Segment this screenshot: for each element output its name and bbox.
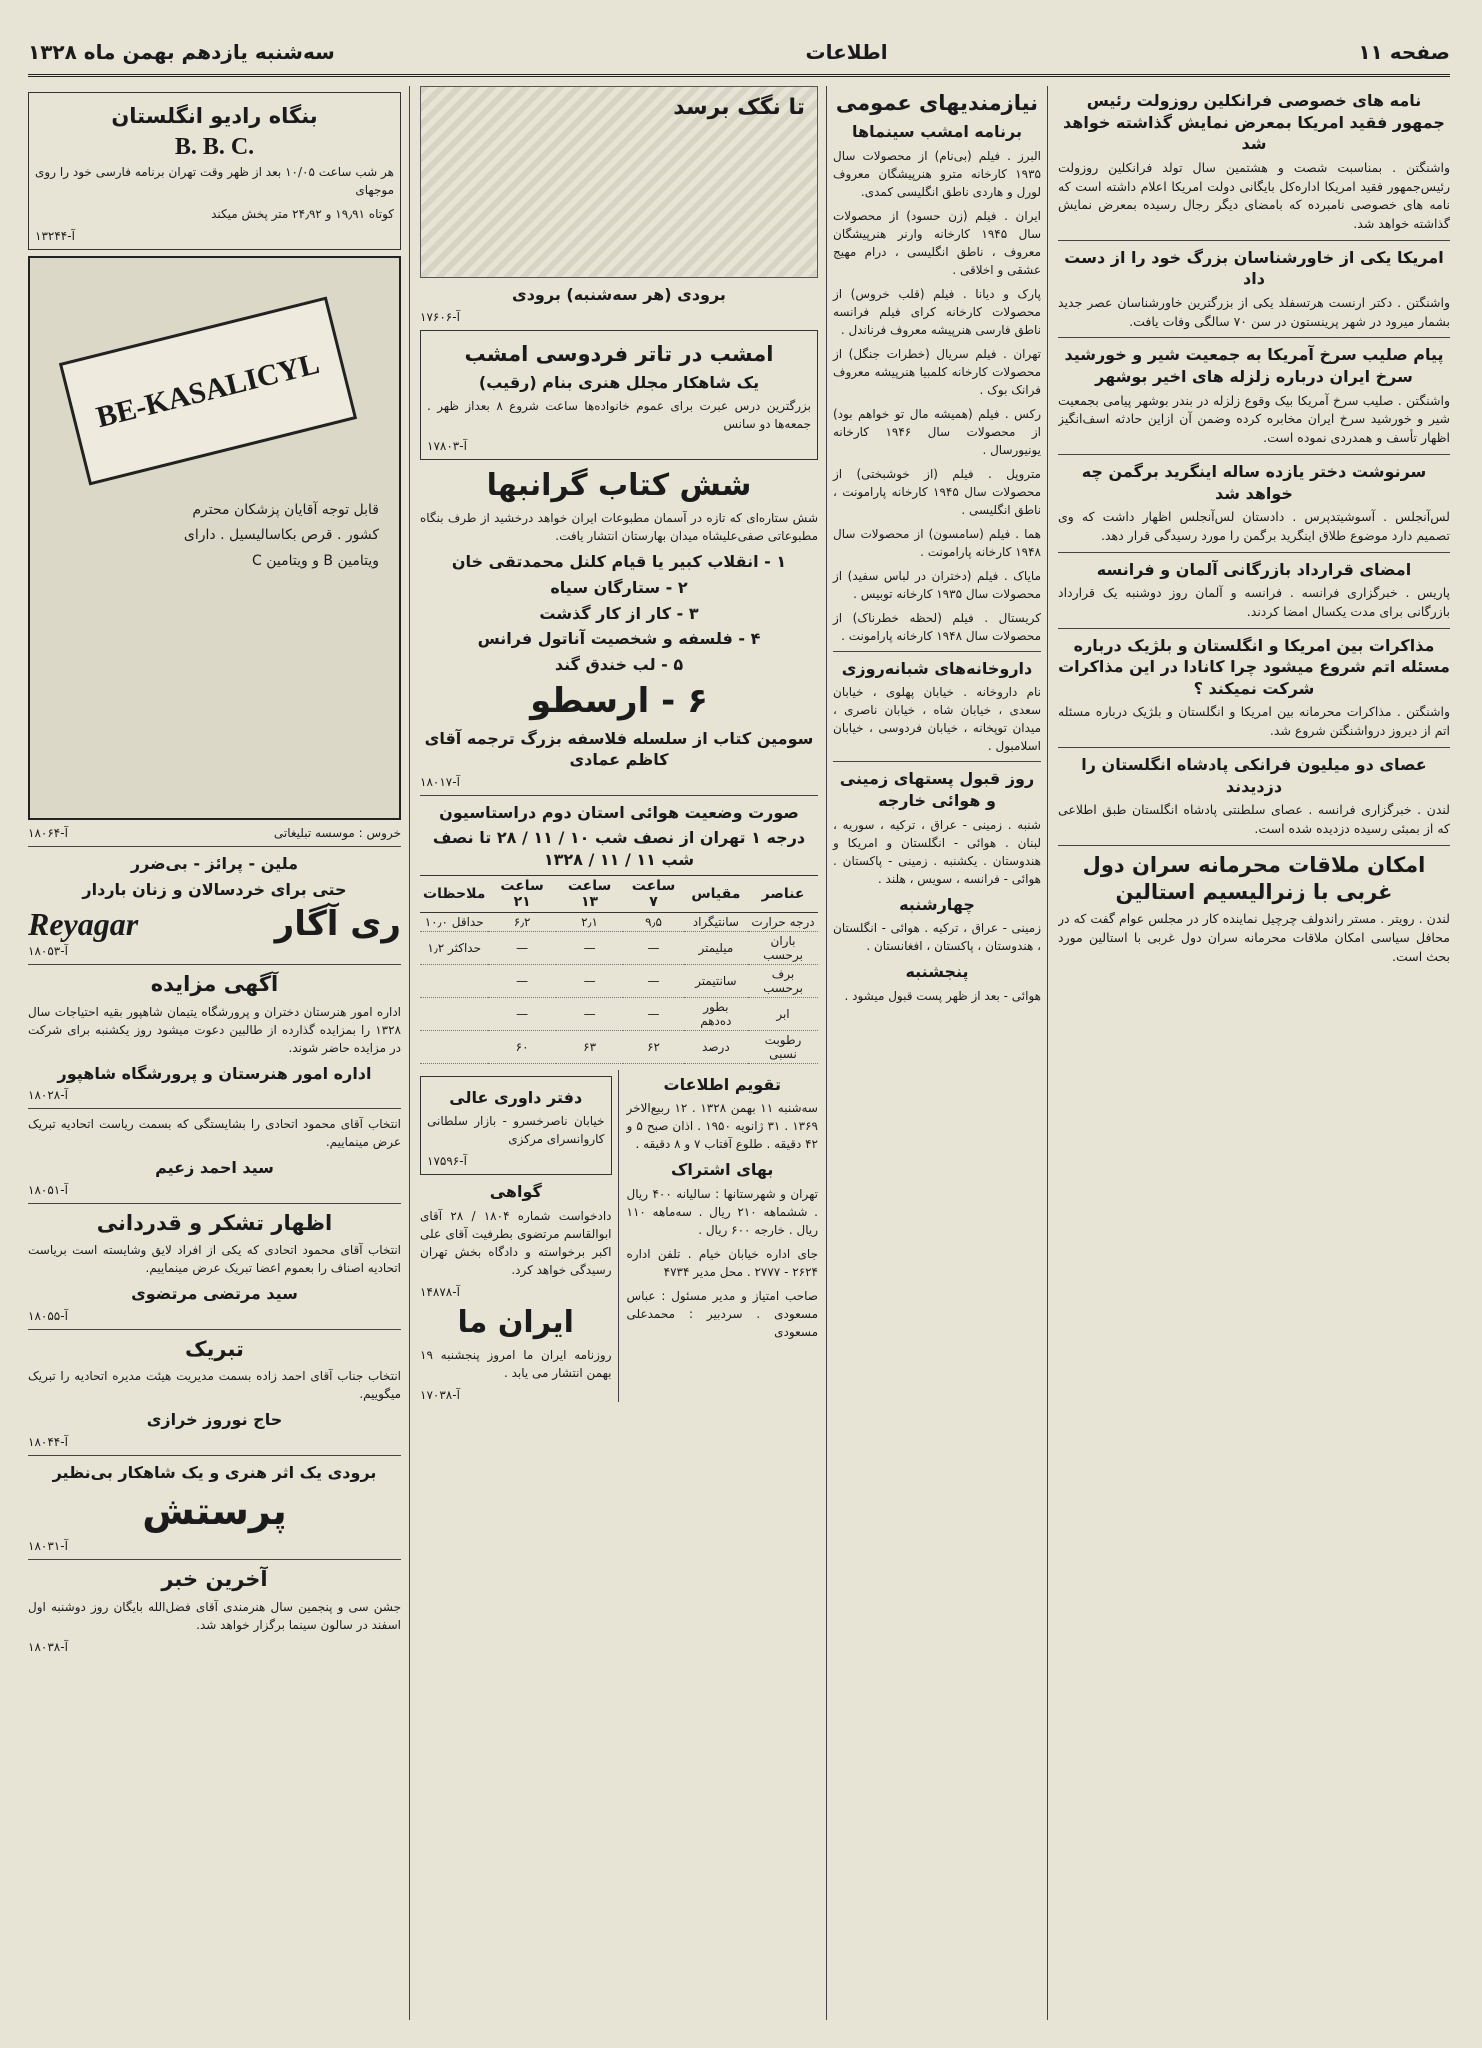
ad-code: آ-۱۴۸۷۸ bbox=[420, 1284, 460, 1299]
stalin-text: لندن . رویتر . مستر راندولف چرچیل نماینده کار در مجلس عوام گفت که در محافل سیاسی امکان ملاقات محرمانه سران دول غربی با استالین مورد بحث است. bbox=[1058, 911, 1450, 964]
table-row: باران برحسب میلیمتر — — — حداکثر ۱٫۲ bbox=[420, 931, 818, 964]
cinema-item: هما . فیلم (سامسون) از محصولات سال ۱۹۴۸ کارخانه پارامونت . bbox=[833, 526, 1041, 559]
table-header: ملاحظات bbox=[420, 875, 488, 912]
congrats-heading: تبریک bbox=[185, 1336, 244, 1361]
ferdowsi-theater-ad bbox=[420, 330, 818, 461]
cinema-item: تهران . فیلم سریال (خطرات جنگل) از محصولات کارخانه کلمبیا هنرپیشه معروف فرانک بوک . bbox=[833, 346, 1041, 397]
congrats-text: انتخاب جناب آقای احمد زاده بسمت مدیریت هیئت مدیره اتحادیه را تبریک میگوییم. bbox=[28, 1369, 401, 1402]
small-ads bbox=[420, 1070, 619, 1402]
roosevelt-text: واشنگتن . بمناسبت شصت و هشتمین سال تولد فرانکلین روزولت رئیس‌جمهور فقید امریکا اداره‌کل بایگانی دولت امریکا اعلام داشته است که نامه های خصوصی نامبرده که بامضای دیگر رجال رسیده بمعرض نمایش گذاشته خواهد شد. bbox=[1058, 159, 1450, 232]
congrats-signature: حاج نوروز خرازی bbox=[146, 1410, 283, 1430]
ad-code: آ-۱۸۰۲۸ bbox=[28, 1088, 68, 1103]
agency-credit: خروس : موسسه تبلیغاتی bbox=[273, 826, 401, 841]
herzfeld-text: واشنگتن . دکتر ارنست هرتسفلد یکی از بزرگترین خاورشناسان عصر جدید بشمار میرود در شهر پرینستون در سن ۷۰ سالگی وفات یافت. bbox=[1058, 294, 1450, 329]
calendar-heading: تقویم اطلاعات bbox=[663, 1074, 781, 1094]
herzfeld-headline: امریکا یکی از خاورشناسان بزرگ خود را از دست داد bbox=[1064, 247, 1444, 289]
ad-code: آ-۱۸۰۵۳ bbox=[28, 944, 68, 959]
auction-text: اداره امور هنرستان دختران و پرورشگاه یتیمان شاهپور بقیه احتیاجات سال ۱۳۲۸ را بمزایده گذارده از طالبین دعوت میشود روز یکشنبه برای شرکت در مزایده حاضر شوند. bbox=[28, 1004, 401, 1055]
table-header: ساعت ۷ bbox=[623, 875, 683, 912]
page-number: صفحه ۱۱ bbox=[1358, 40, 1450, 64]
ad-code: آ-۱۸۰۵۵ bbox=[28, 1308, 68, 1323]
wednesday-heading: چهارشنبه bbox=[899, 894, 975, 914]
book-item: ۵ - لب خندق گند bbox=[554, 654, 684, 674]
book-item: ۳ - کار از کار گذشت bbox=[539, 603, 699, 623]
books-intro: شش ستاره‌ای که تازه در آسمان مطبوعات ایران خواهد درخشید از طرف بنگاه مطبوعاتی صفی‌علیشاه میدان بهارستان انتشار یافت. bbox=[420, 511, 818, 544]
table-row: رطوبت نسبی درصد ۶۲ ۶۳ ۶۰ bbox=[420, 1030, 818, 1063]
book-item: ۶ - ارسطو bbox=[530, 681, 708, 722]
cinema-item: پارک و دیانا . فیلم (قلب خروس) از محصولات کارخانه کرای فیلم فرانسه ناطق فارسی هنرپیشه معروف فرناندل . bbox=[833, 286, 1041, 337]
table-header: مقیاس bbox=[684, 875, 748, 912]
listings-title: نیازمندیهای عمومی bbox=[835, 91, 1039, 115]
cinema-item: البرز . فیلم (بی‌نام) از محصولات سال ۱۹۳۵ کارخانه مترو هنرپیشگان معروف لورل و هاردی ناطق انگلیسی کمدی. bbox=[833, 148, 1041, 199]
latest-news-text: جشن سی و پنجمین سال هنرمندی آقای فضل‌الله بایگان روز دوشنبه اول اسفند در سالون سینما برگزار خواهد شد. bbox=[28, 1599, 401, 1632]
office-address: جای اداره خیابان خیام . تلفن اداره ۲۶۲۴ - ۲۷۷۷ . محل مدیر ۴۷۳۴ bbox=[626, 1246, 818, 1279]
bekasalicyl-ad bbox=[28, 256, 401, 820]
masthead bbox=[28, 30, 1450, 77]
cinema-item: کریستال . فیلم (لحظه خطرناک) از محصولات سال ۱۹۴۸ کارخانه پارامونت . bbox=[833, 610, 1041, 643]
ad-code: آ-۱۷۸۰۳ bbox=[427, 439, 467, 454]
film-illustration bbox=[420, 86, 818, 278]
pharmacy-heading: داروخانه‌های شبانه‌روزی bbox=[841, 658, 1033, 678]
redcross-headline: پیام صلیب سرخ آمریکا به جمعیت شیر و خورشید سرخ ایران درباره زلزله های اخیر بوشهر bbox=[1064, 345, 1444, 387]
atom-text: واشنگتن . مذاکرات محرمانه بین امریکا و انگلستان و بلژیک درباره مسئله اتم از دیروز درواشنگتن شروع شد. bbox=[1058, 704, 1450, 739]
bergman-headline: سرنوشت دختر یازده ساله اینگرید برگمن چه خواهد شد bbox=[1081, 461, 1427, 503]
book-item: ۱ - انقلاب کبیر یا قیام کلنل محمدتقی خان bbox=[451, 552, 787, 572]
reyagar-subheading: حتی برای خردسالان و زنان باردار bbox=[82, 879, 347, 899]
redcross-text: واشنگتن . صلیب سرخ آمریکا بیک وقوع زلزله در بندر بوشهر پیامی بجمعیت شیر و خورشید سرخ ایران مخابره کرده وضمن آن ازاین حادثه اسف‌انگیز اظهار تأسف و همدردی نموده است. bbox=[1058, 392, 1450, 446]
cinema-item: ایران . فیلم (زن حسود) از محصولات سال ۱۹۴۵ کارخانه وارنر هنرپیشگان معروف ، ناطق انگلیسی ، درام مهیج عشقی و اخلاقی . bbox=[833, 208, 1042, 277]
govahi-text: دادخواست شماره ۱۸۰۴ / ۲۸ آقای ابوالقاسم مرتضوی بطرفیت آقای علی اکبر برخواسته و دادگاه بخش تهران رسیدگی خواهد کرد. bbox=[420, 1208, 612, 1277]
paper-name: اطلاعات bbox=[805, 40, 888, 64]
reyagar-heading: ملین - پرائز - بی‌ضرر bbox=[130, 854, 299, 874]
post-heading: روز قبول پستهای زمینی و هوائی خارجه bbox=[839, 769, 1035, 811]
table-row: درجه حرارت سانتیگراد ۹٫۵ ۲٫۱ ۶٫۲ حداقل ۱۰٫۰ bbox=[420, 912, 818, 931]
ferdowsi-subheading: یک شاهکار مجلل هنری بنام (رقیب) bbox=[478, 372, 760, 392]
auction-heading: آگهی مزایده bbox=[150, 972, 279, 997]
govahi-heading: گواهی bbox=[489, 1182, 542, 1202]
ferdowsi-text: بزرگترین درس عبرت برای عموم خانواده‌ها ساعت شروع ۸ بعداز ظهر . جمعه‌ها دو سانس bbox=[427, 399, 811, 432]
illustration-caption: برودی (هر سه‌شنبه) برودی bbox=[512, 285, 726, 304]
listings-column bbox=[826, 86, 1048, 2020]
bekasalicyl-brand: BE-KASALICYL bbox=[59, 297, 357, 486]
weather-heading: صورت وضعیت هوائی استان دوم دراستاسیون bbox=[439, 802, 799, 822]
auction-signature: اداره امور هنرستان و پرورشگاه شاهپور bbox=[57, 1063, 372, 1083]
post-schedule: شنبه . زمینی - عراق ، ترکیه ، سوریه ، لبنان . هوائی - انگلستان و امریکا و هندوستان . یکشنبه . زمینی - پاکستان . هوائی - فرانسه ، سویس ، هلند . bbox=[833, 817, 1041, 886]
calendar-text: سه‌شنبه ۱۱ بهمن ۱۳۲۸ . ۱۲ ربیع‌الاخر ۱۳۶۹ . ۳۱ ژانویه ۱۹۵۰ . اذان صبح ۵ و ۴۲ دقیقه . طلوع آفتاب ۷ و ۸ دقیقه . bbox=[626, 1101, 818, 1152]
ad-code: آ-۱۸۰۶۴ bbox=[28, 826, 68, 841]
ad-code: آ-۱۷۵۹۶ bbox=[427, 1154, 467, 1169]
weather-table bbox=[420, 875, 818, 1064]
newspaper-page bbox=[28, 30, 1450, 2020]
bbc-ad bbox=[28, 92, 401, 250]
center-column bbox=[420, 86, 818, 2020]
scepter-text: لندن . خبرگزاری فرانسه . عصای سلطنتی پادشاه انگلستان طبق اطلاعی که از بمبئی رسیده دزدیده شده است. bbox=[1058, 802, 1450, 836]
bbc-text-2: کوتاه ۱۹٫۹۱ و ۲۴٫۹۲ متر پخش میکند bbox=[211, 207, 394, 222]
daftar-text: خیابان ناصرخسرو - بازار سلطانی کاروانسرای مرکزی bbox=[427, 1114, 605, 1147]
pharmacy-list: نام داروخانه . خیابان پهلوی ، خیابان سعدی ، خیابان شاه ، خیابان ناصری ، میدان توپخانه ، خیابان فردوسی ، خیابان اسلامبول . bbox=[833, 685, 1041, 754]
wednesday-schedule: زمینی - عراق ، ترکیه . هوائی - انگلستان ، هندوستان ، پاکستان ، افغانستان . bbox=[833, 921, 1041, 954]
ad-code: آ-۱۸۰۳۸ bbox=[28, 1639, 68, 1654]
thanks-heading: اظهار تشکر و قدردانی bbox=[96, 1210, 333, 1235]
ad-code: آ-۱۸۰۴۴ bbox=[28, 1434, 68, 1449]
thursday-heading: پنجشنبه bbox=[905, 962, 969, 982]
bekasalicyl-text: قابل توجه آقایان پزشکان محترم کشور . قرص بکاسالیسیل . دارای ویتامین B و ویتامین C bbox=[183, 502, 379, 569]
cinema-subtitle: برنامه امشب سینماها bbox=[852, 122, 1022, 142]
trade-text: پاریس . خبرگزاری فرانسه . فرانسه و آلمان روز دوشنبه یک قرارداد بازرگانی برای مدت یکسال امضا کردند. bbox=[1058, 585, 1450, 619]
bbc-text: هر شب ساعت ۱۰/۰۵ بعد از ظهر وقت تهران برنامه فارسی خود را روی موجهای bbox=[35, 165, 394, 198]
parastesh-heading: برودی یک اثر هنری و یک شاهکار بی‌نظیر bbox=[52, 1462, 377, 1482]
weather-subheading: درجه ۱ تهران از نصف شب ۱۰ / ۱۱ / ۲۸ تا نصف شب ۱۱ / ۱۱ / ۱۳۲۸ bbox=[432, 828, 806, 870]
ad-code: آ-۱۸۰۱۷ bbox=[420, 774, 460, 789]
table-header-row bbox=[420, 875, 818, 912]
ad-code: آ-۱۷۶۰۶ bbox=[420, 309, 460, 324]
subscription-text: تهران و شهرستانها : سالیانه ۴۰۰ ریال . ششماهه ۲۱۰ ریال . سه‌ماهه ۱۱۰ ریال . خارجه ۶۰۰ ریال . bbox=[626, 1186, 818, 1237]
election-text: انتخاب آقای محمود اتحادی را بشایستگی که بسمت ریاست اتحادیه تبریک عرض مینماییم. bbox=[28, 1117, 401, 1150]
illustration-title: تا نگک برسد bbox=[673, 95, 805, 120]
iranema-text: روزنامه ایران ما امروز پنجشنبه ۱۹ بهمن انتشار می یابد . bbox=[420, 1347, 612, 1380]
ads-column bbox=[28, 86, 410, 2020]
daftar-heading: دفتر داوری عالی bbox=[449, 1087, 583, 1107]
stalin-headline: امکان ملاقات محرمانه سران دول غربی با زنرالیسیم استالین bbox=[1082, 852, 1426, 904]
ad-code: آ-۱۸۰۳۱ bbox=[28, 1539, 68, 1554]
books-heading: شش کتاب گرانبها bbox=[486, 468, 752, 504]
book-item: ۴ - فلسفه و شخصیت آناتول فرانس bbox=[477, 629, 761, 649]
cinema-item: رکس . فیلم (همیشه مال تو خواهم بود) از محصولات سال ۱۹۴۶ کارخانه یونیورسال . bbox=[833, 406, 1042, 457]
cinema-item: مایاک . فیلم (دختران در لباس سفید) از محصولات سال ۱۹۳۵ کارخانه توبیس . bbox=[833, 568, 1041, 601]
table-row: برف برحسب سانتیمتر — — — bbox=[420, 964, 818, 997]
ad-code: آ-۱۳۲۴۴ bbox=[35, 229, 75, 244]
table-header: ساعت ۱۳ bbox=[556, 875, 623, 912]
table-row: ابر بطور ده‌دهم — — — bbox=[420, 997, 818, 1030]
owner-line: صاحب امتیاز و مدیر مسئول : عباس مسعودی . سردبیر : محمدعلی مسعودی bbox=[626, 1288, 818, 1339]
ad-code: آ-۱۷۰۳۸ bbox=[420, 1387, 460, 1402]
reyagar-latin: Reyagar bbox=[28, 905, 139, 942]
bbc-latin: B. B. C. bbox=[174, 134, 255, 161]
atom-headline: مذاکرات بین امریکا و انگلستان و بلژیک درباره مسئله اتم شروع میشود چرا کانادا در این مذاکرات شرکت نمیکند ؟ bbox=[1058, 635, 1450, 698]
thanks-signature: سید مرتضی مرتضوی bbox=[131, 1284, 298, 1304]
table-header: عناصر bbox=[748, 875, 818, 912]
election-signature: سید احمد زعیم bbox=[155, 1158, 274, 1178]
latest-news-heading: آخرین خبر bbox=[161, 1567, 268, 1592]
ferdowsi-heading: امشب در تاتر فردوسی امشب bbox=[464, 341, 774, 366]
books-footer: سومین کتاب از سلسله فلاسفه بزرگ ترجمه آقای کاظم عمادی bbox=[424, 728, 814, 770]
bbc-heading: بنگاه رادیو انگلستان bbox=[111, 104, 318, 128]
parastesh-title: پرستش bbox=[142, 1489, 287, 1534]
thursday-schedule: هوائی - بعد از ظهر پست قبول میشود . bbox=[844, 988, 1041, 1003]
bergman-text: لس‌آنجلس . آسوشیتدپرس . دادستان لس‌آنجلس اظهار داشت که وی تصمیم دارد موضوع طلاق اینگرید برگمن را مورد رسیدگی قرار دهد. bbox=[1058, 509, 1450, 543]
ad-code: آ-۱۸۰۵۱ bbox=[28, 1182, 68, 1197]
trade-headline: امضای قرارداد بازرگانی آلمان و فرانسه bbox=[1096, 559, 1412, 579]
roosevelt-headline: نامه های خصوصی فرانکلین روزولت رئیس جمهور فقید امریکا بمعرض نمایش گذاشته خواهد شد bbox=[1063, 91, 1445, 154]
scepter-headline: عصای دو میلیون فرانکی پادشاه انگلستان را دزدیدند bbox=[1081, 754, 1427, 796]
daftar-ad bbox=[420, 1076, 612, 1176]
subscription-heading: بهای اشتراک bbox=[671, 1160, 774, 1180]
news-column bbox=[1058, 86, 1450, 2020]
reyagar-name: ری آگار bbox=[274, 904, 401, 945]
calendar-box bbox=[627, 1070, 819, 1402]
table-header: ساعت ۲۱ bbox=[488, 875, 555, 912]
thanks-text: انتخاب آقای محمود اتحادی که یکی از افراد لایق وشایسته است بریاست اتحادیه اصناف را بعموم اعضا تبریک عرض مینماییم. bbox=[28, 1243, 401, 1276]
book-item: ۲ - ستارگان سیاه bbox=[550, 578, 688, 598]
cinema-item: متروپل . فیلم (از خوشبختی) از محصولات سال ۱۹۴۵ کارخانه پارامونت ، ناطق انگلیسی . bbox=[833, 466, 1042, 517]
issue-date: سه‌شنبه یازدهم بهمن ماه ۱۳۲۸ bbox=[28, 40, 335, 64]
iranema-heading: ایران ما bbox=[457, 1304, 574, 1340]
